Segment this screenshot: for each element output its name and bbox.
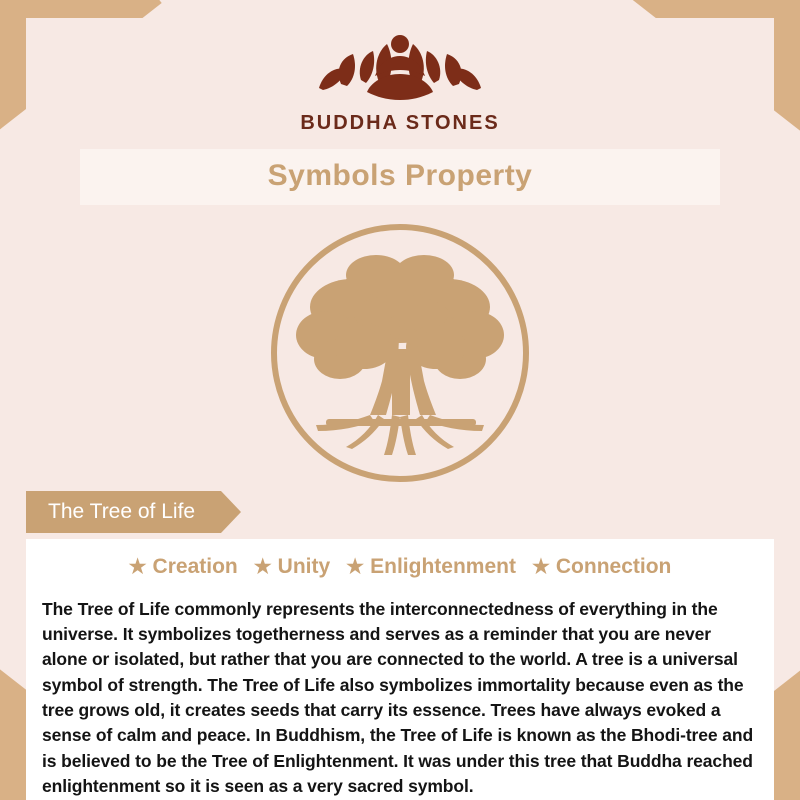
- keyword-label: Connection: [555, 555, 672, 578]
- page-title: Symbols Property: [267, 159, 533, 192]
- star-icon: ★: [128, 556, 147, 578]
- star-icon: ★: [531, 556, 550, 578]
- keyword-item: [346, 555, 516, 579]
- keyword-item: [129, 555, 238, 579]
- keyword-label: Unity: [277, 555, 331, 578]
- tree-of-life-icon: [266, 474, 534, 491]
- star-icon: ★: [253, 556, 272, 578]
- section-ribbon-row: [0, 491, 800, 539]
- keyword-item: [254, 555, 330, 579]
- description-text: The Tree of Life commonly represents the interconnectedness of everything in the universe. It symbolizes togetherness and serves as a reminder that you are never alone or isolated, but rather that you are connected to the world. A tree is a universal symbol of strength. The Tree of Life also symbolizes immortality because even as the tree grows old, it creates seeds that carry its essence. Trees have always evoked a sense of calm and peace. In Buddhism, the Tree of Life is known as the Bhodi-tree and is believed to be the Tree of Enlightenment. It was under this tree that Buddha reached enlightenment so it is seen as a very sacred symbol.: [42, 598, 754, 797]
- keyword-item: [532, 555, 671, 579]
- section-label-ribbon: The Tree of Life: [26, 491, 221, 533]
- title-band: [80, 149, 720, 205]
- brand-logo: [0, 0, 800, 135]
- description-panel: [26, 539, 774, 800]
- emblem-container: [0, 219, 800, 489]
- lotus-meditation-icon: [0, 22, 800, 108]
- keyword-label: Creation: [152, 555, 238, 578]
- brand-name: BUDDHA STONES: [300, 112, 500, 134]
- keyword-label: Enlightenment: [370, 555, 516, 578]
- star-icon: ★: [346, 556, 365, 578]
- keyword-list: [42, 555, 758, 579]
